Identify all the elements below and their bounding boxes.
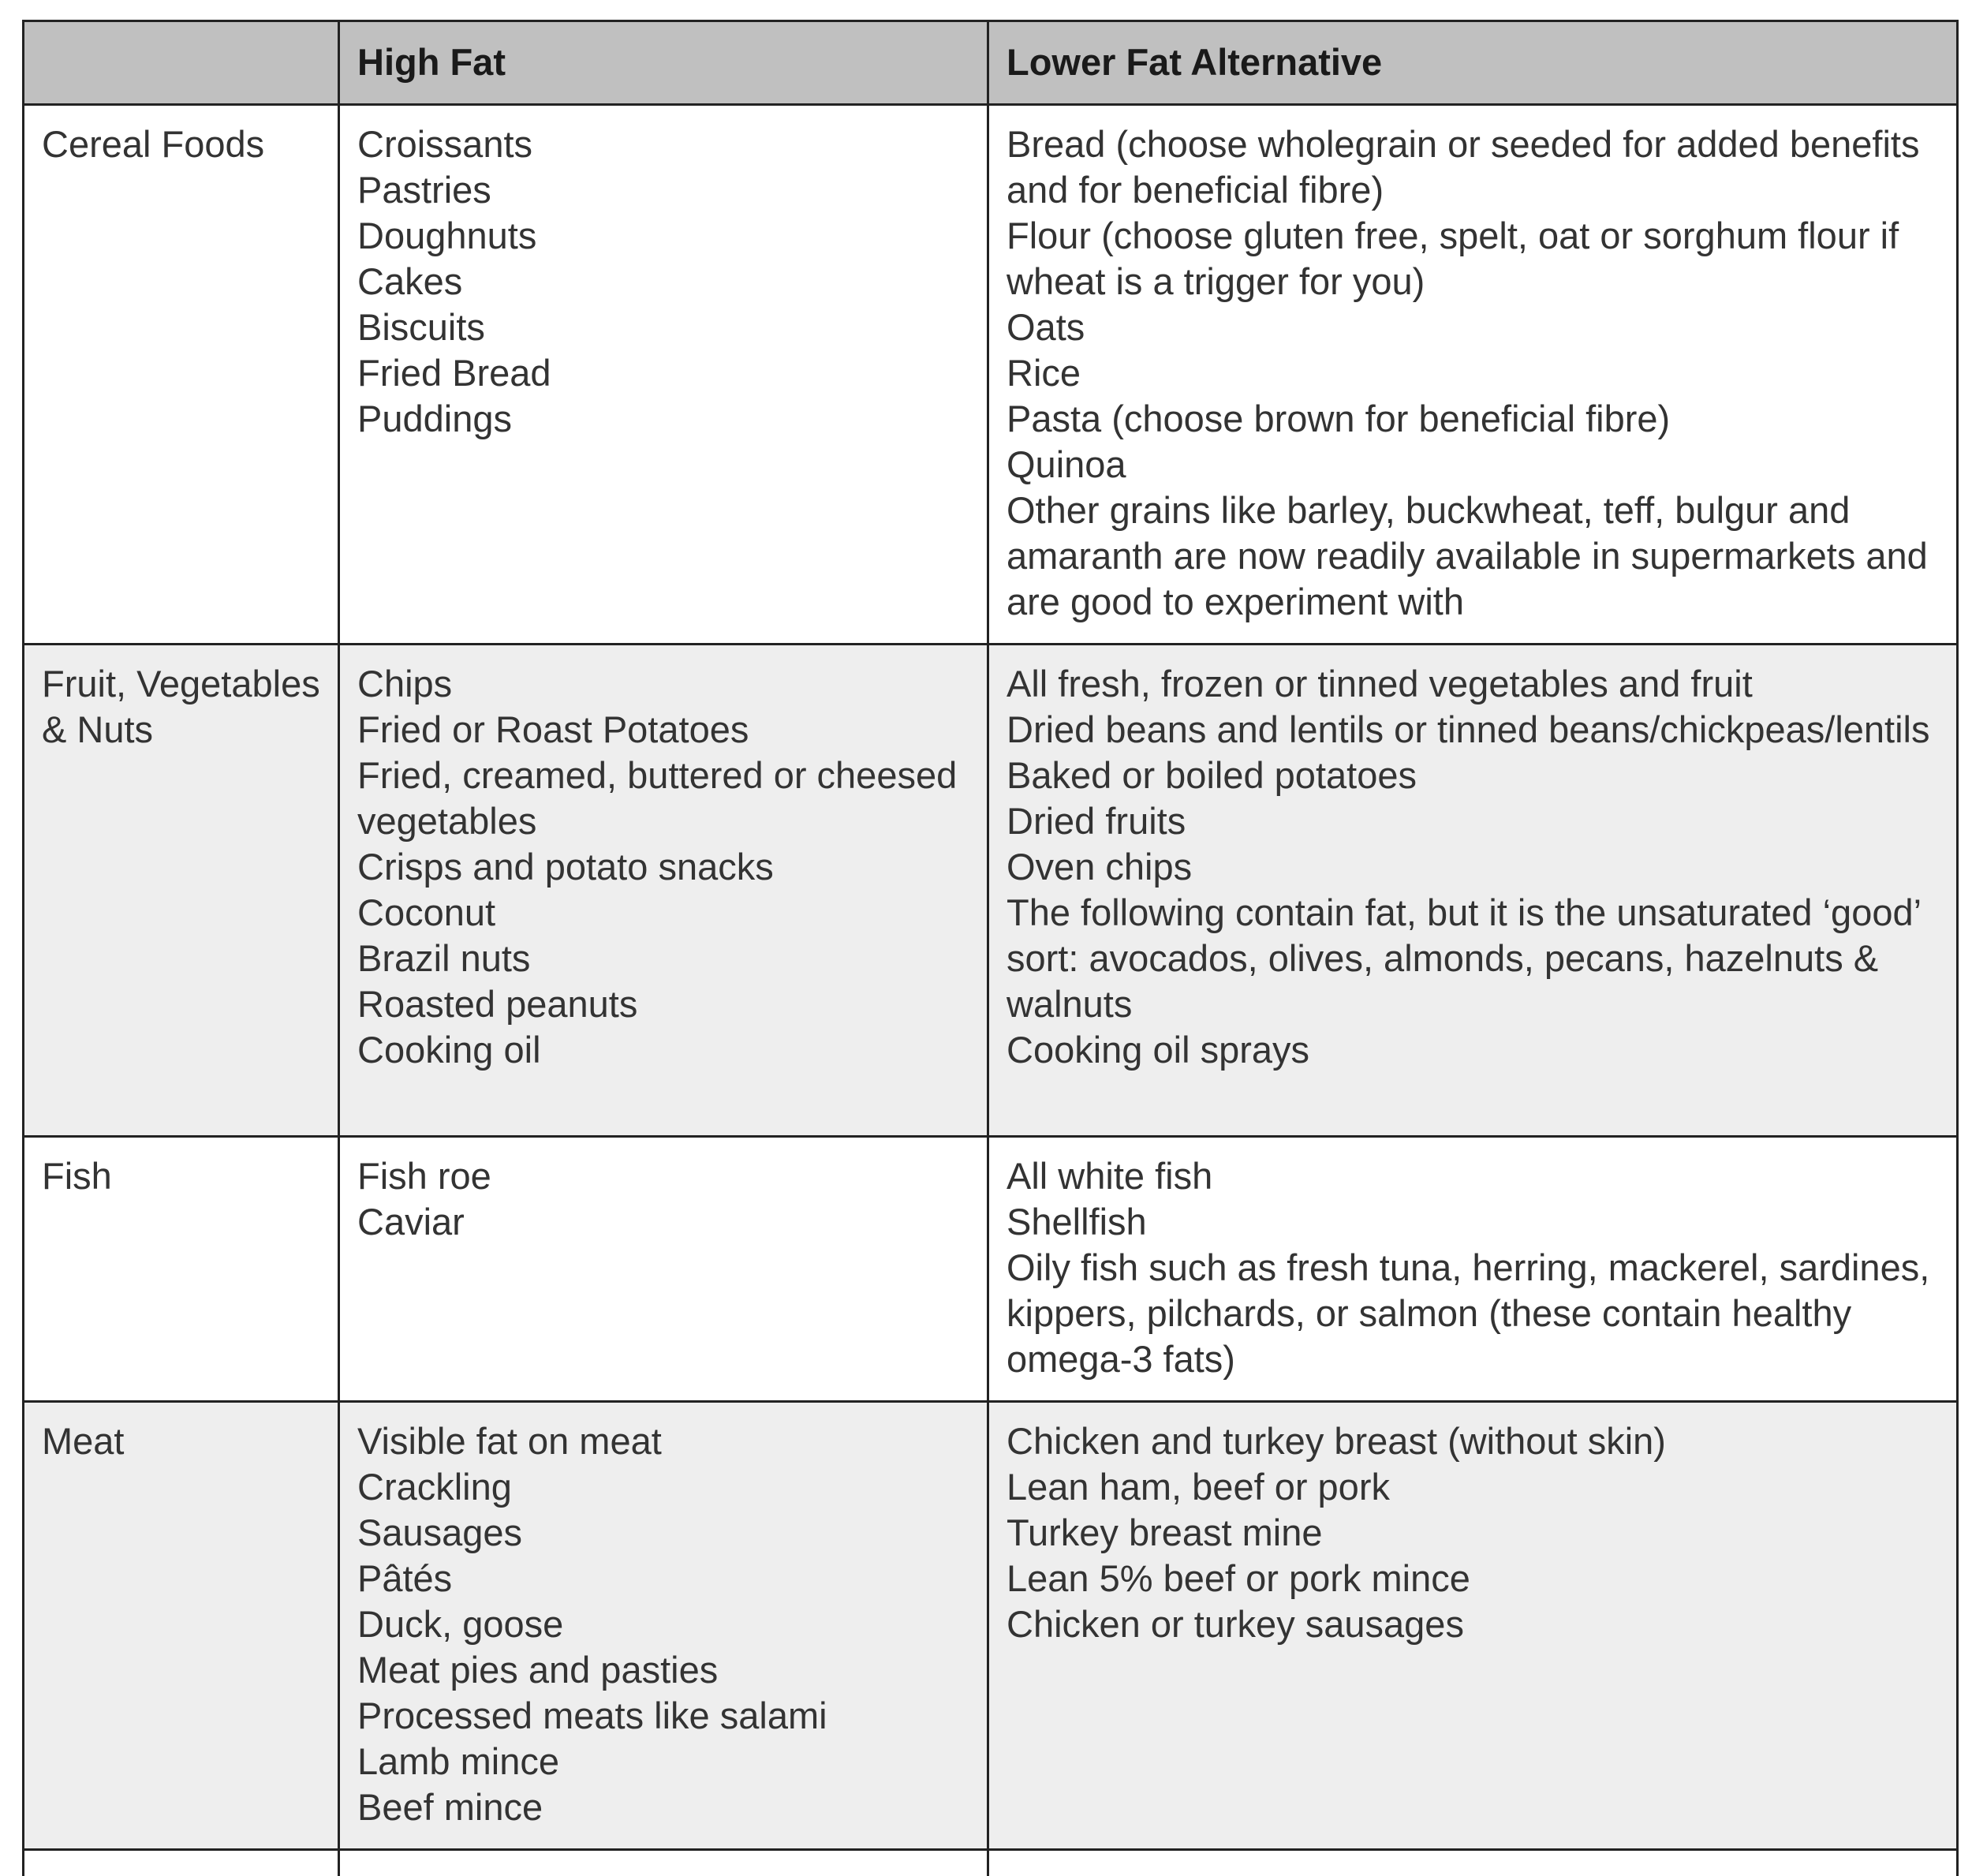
table-header-row <box>24 21 1958 105</box>
high-fat-item: Processed meats like salami <box>357 1695 827 1736</box>
high-fat-cell <box>339 645 988 1137</box>
lower-fat-item: Lean 5% beef or pork mince <box>1007 1557 1470 1599</box>
table-row <box>24 105 1958 645</box>
category-label: Meat <box>42 1420 125 1462</box>
high-fat-item: Fried, creamed, buttered or cheesed vegetables <box>357 754 958 842</box>
category-label: Cereal Foods <box>42 123 265 165</box>
lower-fat-item: Other grains like barley, buckwheat, teff, bulgur and amaranth are now readily available in supermarkets and are good to experiment with <box>1007 489 1928 622</box>
high-fat-item: Crisps and potato snacks <box>357 846 774 888</box>
lower-fat-cell <box>988 1137 1958 1402</box>
lower-fat-item: Flour (choose gluten free, spelt, oat or sorghum flour if wheat is a trigger for you) <box>1007 215 1899 302</box>
lower-fat-item: Bread (choose wholegrain or seeded for added benefits and for beneficial fibre) <box>1007 123 1920 211</box>
category-cell <box>24 1402 339 1850</box>
high-fat-item: Sausages <box>357 1512 523 1553</box>
category-cell <box>24 105 339 645</box>
lower-fat-item: Quinoa <box>1007 443 1126 485</box>
lower-fat-cell <box>988 105 1958 645</box>
lower-fat-cell <box>988 1402 1958 1850</box>
high-fat-item: Fish roe <box>357 1155 491 1197</box>
table-row-cutoff <box>24 1850 1958 1876</box>
category-label: Fruit, Vegetables & Nuts <box>42 663 320 750</box>
lower-fat-item: Turkey breast mine <box>1007 1512 1323 1553</box>
high-fat-item: Brazil nuts <box>357 937 531 979</box>
category-label: Fish <box>42 1155 112 1197</box>
high-fat-cell <box>339 105 988 645</box>
fat-alternatives-table <box>22 20 1959 1876</box>
table-row <box>24 1402 1958 1850</box>
high-fat-item: Chips <box>357 663 453 704</box>
high-fat-item: Crackling <box>357 1466 512 1508</box>
header-high-fat: High Fat <box>339 21 988 105</box>
high-fat-item: Roasted peanuts <box>357 983 638 1025</box>
lower-fat-item: Chicken and turkey breast (without skin) <box>1007 1420 1666 1462</box>
table-row <box>24 1137 1958 1402</box>
high-fat-item: Biscuits <box>357 306 485 348</box>
high-fat-item: Croissants <box>357 123 533 165</box>
high-fat-item: Puddings <box>357 398 512 439</box>
high-fat-item: Fried or Roast Potatoes <box>357 708 749 750</box>
high-fat-item: Caviar <box>357 1201 465 1243</box>
high-fat-cell <box>339 1137 988 1402</box>
high-fat-item: Pastries <box>357 169 491 211</box>
lower-fat-cell <box>988 645 1958 1137</box>
high-fat-item: Duck, goose <box>357 1603 564 1645</box>
empty-cell <box>339 1850 988 1876</box>
lower-fat-item: Dried beans and lentils or tinned beans/chickpeas/lentils <box>1007 708 1930 750</box>
lower-fat-item: Lean ham, beef or pork <box>1007 1466 1390 1508</box>
lower-fat-item: Oats <box>1007 306 1085 348</box>
lower-fat-item: All fresh, frozen or tinned vegetables and fruit <box>1007 663 1753 704</box>
lower-fat-item: Dried fruits <box>1007 800 1186 842</box>
lower-fat-item: Cooking oil sprays <box>1007 1029 1310 1071</box>
header-lower-fat-alternative: Lower Fat Alternative <box>988 21 1958 105</box>
lower-fat-item: Rice <box>1007 352 1081 394</box>
empty-cell <box>988 1850 1958 1876</box>
high-fat-item: Pâtés <box>357 1557 453 1599</box>
lower-fat-item: Shellfish <box>1007 1201 1147 1243</box>
lower-fat-item: The following contain fat, but it is the unsaturated ‘good’ sort: avocados, olives, almonds, pecans, hazelnuts & walnuts <box>1007 891 1921 1025</box>
high-fat-item: Doughnuts <box>357 215 537 256</box>
lower-fat-item: Oily fish such as fresh tuna, herring, mackerel, sardines, kippers, pilchards, or salmon (these contain healthy omega-3 fats) <box>1007 1246 1930 1380</box>
category-cell <box>24 1137 339 1402</box>
lower-fat-item: Chicken or turkey sausages <box>1007 1603 1464 1645</box>
high-fat-item: Visible fat on meat <box>357 1420 662 1462</box>
high-fat-item: Lamb mince <box>357 1740 559 1782</box>
high-fat-item: Beef mince <box>357 1786 543 1828</box>
high-fat-item: Cooking oil <box>357 1029 541 1071</box>
high-fat-item: Coconut <box>357 891 496 933</box>
lower-fat-item: Baked or boiled potatoes <box>1007 754 1417 796</box>
high-fat-item: Cakes <box>357 260 463 302</box>
lower-fat-item: Oven chips <box>1007 846 1193 888</box>
empty-cell <box>24 1850 339 1876</box>
lower-fat-item: Pasta (choose brown for beneficial fibre) <box>1007 398 1671 439</box>
header-category <box>24 21 339 105</box>
high-fat-cell <box>339 1402 988 1850</box>
high-fat-item: Meat pies and pasties <box>357 1649 719 1691</box>
high-fat-item: Fried Bread <box>357 352 551 394</box>
category-cell <box>24 645 339 1137</box>
table-row <box>24 645 1958 1137</box>
lower-fat-item: All white fish <box>1007 1155 1213 1197</box>
